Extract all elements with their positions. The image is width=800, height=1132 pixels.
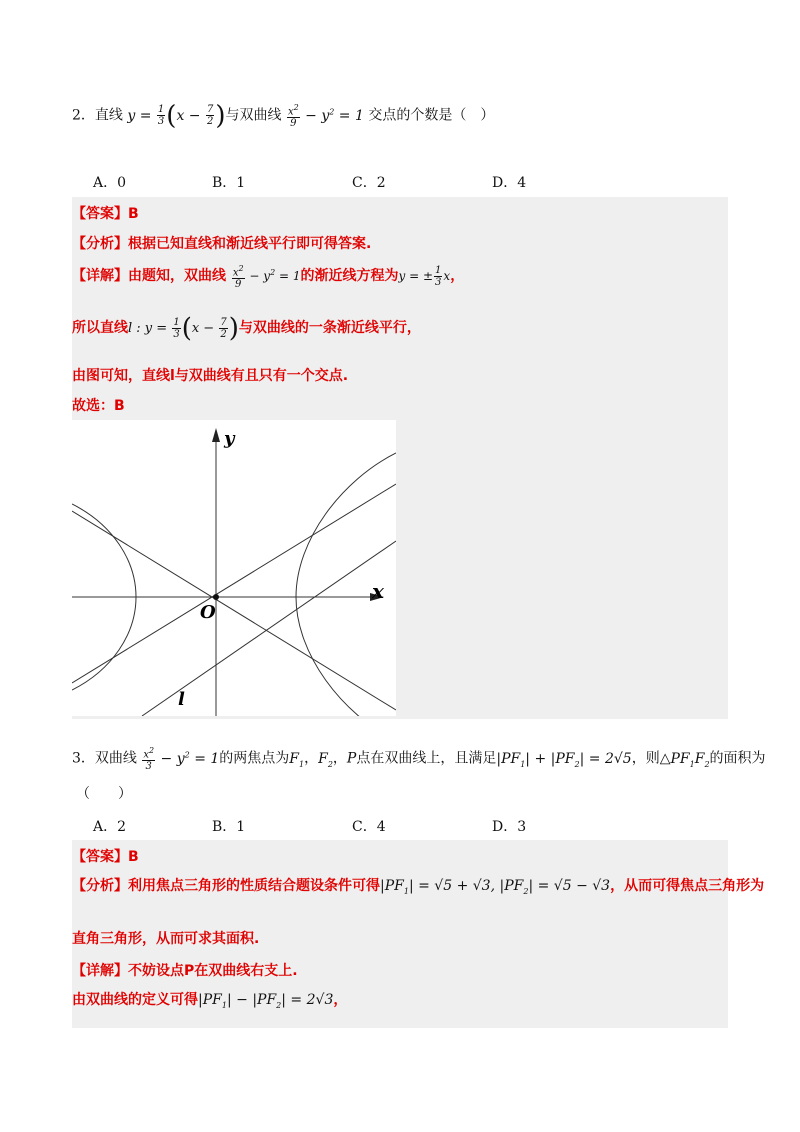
focus-f1: $F_1$	[289, 750, 305, 769]
q3-text-5: 点在双曲线上，且满足	[356, 750, 497, 767]
q2-text-1: 直线	[94, 107, 123, 124]
detail: 【详解】不妨设点P在双曲线右支上.	[72, 963, 298, 979]
option-d[interactable]: D．4	[492, 175, 527, 191]
hyperbola-figure	[72, 420, 396, 716]
q3-text-3: ，	[304, 750, 319, 767]
line-l-equation: l : y = $\frac{1}{3}$ (x − $\frac{7}{2}$ )	[128, 313, 239, 344]
q2-text-3: 交点的个数是（ ）	[368, 107, 495, 124]
analysis-text-2: ，从而可得焦点三角形为	[610, 878, 765, 894]
answer: 【答案】B	[72, 206, 139, 222]
option-a[interactable]: A．0	[93, 175, 127, 191]
option-b[interactable]: B．1	[212, 819, 246, 835]
hyperbola-equation-3: $\frac{x^2}{3}$ − $y^2 = 1$	[143, 745, 220, 773]
question-number: 2．	[72, 107, 95, 124]
triangle-name: $PF_1F_2$	[670, 750, 710, 769]
q2-text-2: 与双曲线	[225, 107, 282, 124]
detail-line-3: 由图可知，直线l与双曲线有且只有一个交点.	[72, 368, 349, 384]
detail-line-2-text-1: 由双曲线的定义可得	[72, 992, 198, 1008]
detail-text-3: ，	[450, 268, 465, 284]
choose: 故选：B	[72, 398, 125, 414]
detail-text-1: 由题知，双曲线	[128, 268, 226, 284]
point-p: P	[346, 750, 357, 767]
detail-line-2	[72, 313, 421, 344]
analysis-line-2: 直角三角形，从而可求其面积.	[72, 931, 260, 947]
question-3	[72, 742, 766, 777]
hyperbola-equation: $\frac{x^2}{9}$ − $y^2 = 1$	[287, 103, 364, 130]
option-d[interactable]: D．3	[492, 819, 527, 835]
line-l-label: l	[178, 689, 185, 710]
question-number: 3．	[72, 750, 95, 767]
hyperbola-equation-2: $\frac{x^2}{9}$ − $y^2 = 1$	[232, 263, 301, 291]
focal-lengths: $|PF_1| = √5 + √3$, $|PF_2| = √5 - √3$	[380, 878, 611, 896]
answer: 【答案】B	[72, 849, 139, 865]
detail-line-2-text-1: 所以直线	[72, 320, 128, 336]
origin-label: O	[200, 602, 216, 623]
q3-text-4: ，	[332, 750, 347, 767]
focus-f2: $F_2$	[318, 750, 333, 769]
question-2	[72, 102, 494, 129]
analysis-text-1: 【分析】利用焦点三角形的性质结合题设条件可得	[72, 878, 380, 894]
origin-point	[213, 594, 219, 600]
detail-text-2: 的渐近线方程为	[300, 268, 399, 284]
asymptote-equation: y = ± $\frac{1}{3}$ x	[398, 265, 451, 288]
analysis: 【分析】根据已知直线和渐近线平行即可得答案.	[72, 236, 372, 252]
q3-text-2: 的两焦点为	[219, 750, 290, 767]
y-axis-label: y	[224, 428, 235, 449]
analysis	[72, 874, 764, 904]
figure-background	[72, 420, 396, 716]
option-c[interactable]: C．2	[352, 175, 386, 191]
definition-equation: $|PF_1| - |PF_2| = 2√3$	[198, 992, 334, 1010]
option-a[interactable]: A．2	[93, 819, 127, 835]
q3-paren: （ ）	[76, 786, 132, 802]
detail-label: 【详解】	[72, 268, 128, 284]
q3-text-7: 的面积为	[709, 750, 766, 767]
x-axis-label: x	[372, 579, 384, 603]
q3-text-6: ，则△	[631, 750, 671, 767]
detail-line-2-text-2: 与双曲线的一条渐近线平行，	[238, 320, 421, 336]
option-c[interactable]: C．4	[352, 819, 386, 835]
option-b[interactable]: B．1	[212, 175, 246, 191]
detail	[72, 262, 464, 290]
line-equation: y = $\frac{1}{3}$ (x − $\frac{7}{2}$ )	[127, 100, 226, 131]
detail-line-2	[72, 988, 347, 1018]
sum-condition: $|PF_1| + |PF_2| = 2√5$	[496, 750, 632, 769]
q3-text-1: 双曲线	[94, 750, 137, 767]
detail-line-2-text-2: ，	[333, 992, 348, 1008]
